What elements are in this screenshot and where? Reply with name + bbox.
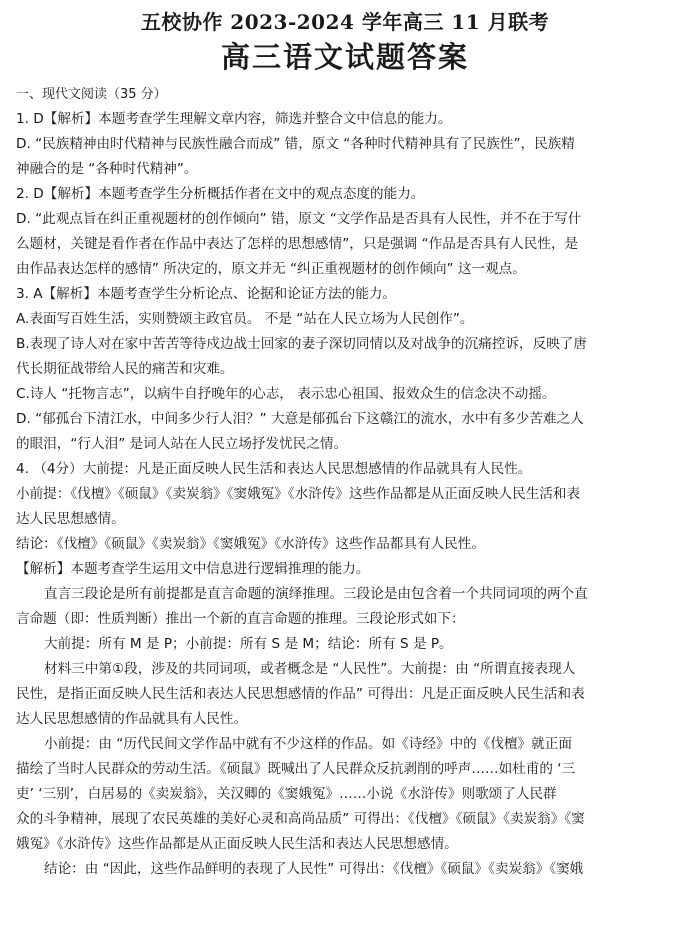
text-line: 材料三中第①段，涉及的共同词项，或者概念是 “人民性”。大前提：由 “所谓直接表现人 bbox=[44, 661, 576, 677]
text-line: 代长期征战带给人民的痛苦和灾难。 bbox=[16, 361, 234, 377]
text-line: C.诗人 “托物言志”，以病牛自抒晚年的心志， 表示忠心祖国、报效众生的信念决不动摇。 bbox=[16, 386, 556, 402]
text-line: 么题材，关键是看作者在作品中表达了怎样的思想感情”，只是强调 “作品是否具有人民性，是 bbox=[16, 236, 579, 252]
text-line: 由作品表达怎样的感情” 所决定的，原文并无 “纠正重视题材的创作倾向” 这一观点。 bbox=[16, 261, 526, 277]
text-line: B.表现了诗人对在家中苦苦等待戍边战士回家的妻子深切同情以及对战争的沉痛控诉，反映了唐 bbox=[16, 336, 587, 352]
text-line: 1. D【解析】本题考查学生理解文章内容，筛选并整合文中信息的能力。 bbox=[16, 111, 452, 127]
document-title: 高三语文试题答案 bbox=[220, 40, 469, 74]
text-line: 2. D【解析】本题考查学生分析概括作者在文中的观点态度的能力。 bbox=[16, 186, 425, 202]
text-line: A.表面写百姓生活，实则赞颂主政官员。 不是 “站在人民立场为人民创作”。 bbox=[16, 311, 474, 327]
text-line: D. “此观点旨在纠正重视题材的创作倾向” 错，原文 “文学作品是否具有人民性，并不在于写什 bbox=[16, 211, 582, 227]
text-line: 的眼泪，“行人泪” 是词人站在人民立场抒发忧民之情。 bbox=[16, 436, 348, 452]
text-line: 结论：《伐檀》《硕鼠》《卖炭翁》《窦娥冤》《水浒传》这些作品都具有人民性。 bbox=[16, 536, 485, 552]
text-line: 达人民思想感情。 bbox=[16, 511, 125, 527]
text-line: 描绘了当时人民群众的劳动生活。《硕鼠》既喊出了人民群众反抗剥削的呼声……如杜甫的 ‘三 bbox=[16, 761, 576, 777]
text-line: 小前提：由 “历代民间文学作品中就有不少这样的作品。如《诗经》中的《伐檀》就正面 bbox=[44, 736, 572, 752]
text-line: 3. A【解析】本题考查学生分析论点、论据和论证方法的能力。 bbox=[16, 286, 397, 302]
text-line: 小前提：《伐檀》《硕鼠》《卖炭翁》《窦娥冤》《水浒传》这些作品都是从正面反映人民生活和表 bbox=[16, 486, 581, 502]
text-line: D. “民族精神由时代精神与民族性融合而成” 错，原文 “各种时代精神具有了民族性”，民族精 bbox=[16, 136, 575, 152]
text-line: 众的斗争精神，展现了农民英雄的美好心灵和高尚品质” 可得出：《伐檀》《硕鼠》《卖炭翁》《窦 bbox=[16, 811, 585, 827]
text-line: 结论：由 “因此，这些作品鲜明的表现了人民性” 可得出：《伐檀》《硕鼠》《卖炭翁》《窦娥 bbox=[44, 861, 584, 877]
text-line: 神融合的是 “各种时代精神”。 bbox=[16, 161, 198, 177]
text-line: D. “郁孤台下清江水，中间多少行人泪？” 大意是郁孤台下这赣江的流水，水中有多少苦难之人 bbox=[16, 411, 584, 427]
text-line: 娥冤》《水浒传》这些作品都是从正面反映人民生活和表达人民思想感情。 bbox=[16, 836, 458, 852]
document-body bbox=[16, 82, 674, 882]
text-line: 言命题（即：性质判断）推出一个新的直言命题的推理。三段论形式如下： bbox=[16, 611, 465, 627]
text-line: 大前提：所有 M 是 P；小前提：所有 S 是 M；结论：所有 S 是 P。 bbox=[44, 636, 453, 652]
text-line: 民性，是指正面反映人民生活和表达人民思想感情的作品” 可得出：凡是正面反映人民生活和表 bbox=[16, 686, 585, 702]
section-heading: 一、现代文阅读（35 分） bbox=[16, 87, 167, 102]
exam-title: 五校协作 2023-2024 学年高三 11 月联考 bbox=[140, 10, 550, 34]
text-line: 直言三段论是所有前提都是直言命题的演绎推理。三段论是由包含着一个共同词项的两个直 bbox=[44, 586, 588, 602]
text-line: 吏’ ‘三别’，白居易的《卖炭翁》，关汉卿的《窦娥冤》……小说《水浒传》则歌颂了人民群 bbox=[16, 786, 557, 802]
text-line: 4. （4分）大前提：凡是正面反映人民生活和表达人民思想感情的作品就具有人民性。 bbox=[16, 461, 532, 477]
text-line: 达人民思想感情的作品就具有人民性。 bbox=[16, 711, 248, 727]
text-line: 【解析】本题考查学生运用文中信息进行逻辑推理的能力。 bbox=[16, 561, 370, 577]
